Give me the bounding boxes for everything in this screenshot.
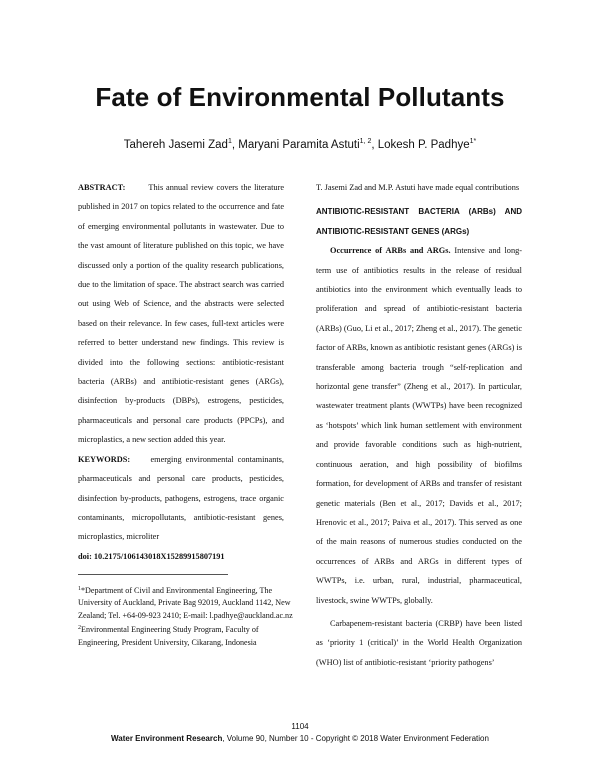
right-column (316, 178, 522, 672)
author-affiliation-mark: 1* (469, 138, 477, 145)
keywords-text: emerging environmental contaminants, pharmaceuticals and personal care products, pesticides, disinfection by-products, pathogens, estrogens, trace organic contaminants, micropollutants, antibiotic-resistant genes, microplastics, microliter (78, 454, 284, 542)
paper-title: Fate of Environmental Pollutants (95, 82, 505, 112)
affiliations (78, 574, 298, 649)
body-paragraph (316, 241, 522, 610)
author-name: Lokesh P. Padhye (377, 139, 470, 151)
author-name: Maryani Paramita Astuti (238, 139, 360, 151)
affiliation-text: *Department of Civil and Environmental Engineering, The University of Auckland, Private Bag 92019, Auckland 1142, New Zealand; Tel. +64-09-923 2410; E-mail: l.padhye@auckland.ac.nz (78, 586, 293, 620)
author-separator: , (371, 139, 378, 151)
affiliation-mark: 2 (78, 625, 81, 632)
doi: doi: 10.2175/106143018X15289915807191 (78, 551, 225, 561)
paragraph-text: Intensive and long-term use of antibiotics results in the release of residual antibiotics into the environment which eventually leads to proliferation and spread of antibiotic-resistant bacteria (ARBs) (Guo, Li et al., 2017; Zheng et al., 2017). The genetic factor of ARBs, known as antibiotic resistant genes (ARGs) is transferable among bacteria trough “self-replication and horizontal gene transfer” (Zheng et al., 2017). In particular, wastewater treatment plants (WWTPs) have been recognized as ‘hotspots’ which link human settlement with environment and provide favorable conditions such as high-nutrient, continuous aeration, and high possibility of biofilms formation, for development of ARBs and transfer of resistant genetic materials (Ben et al., 2017; Davids et al., 2017; Hrenovic et al., 2017; Paiva et al., 2017). This served as one of the main reasons of numerous studies conducted on the occurrences of ARBs and ARGs in different types of WWTPs, i.e. urban, rural, industrial, pharmaceutical, livestock, swine WWTPs, globally. (316, 246, 523, 605)
paragraph-lead: Occurrence of ARBs and ARGs. (330, 246, 451, 256)
affiliation-mark: 1 (78, 586, 81, 592)
author-separator: , (231, 139, 239, 151)
body-paragraph: Carbapenem-resistant bacteria (CRBP) have been listed as ‘priority 1 (critical)’ in the World Health Organization (WHO) list of antibiotic-resistant ‘priority pathogens’ (316, 618, 522, 667)
left-column (78, 178, 284, 566)
affiliation-2 (78, 622, 298, 649)
affiliation-text: Environmental Engineering Study Program, Faculty of Engineering, President University, Cikarang, Indonesia (78, 625, 259, 647)
section-heading: ANTIBIOTIC-RESISTANT BACTERIA (ARBs) AND ANTIBIOTIC-RESISTANT GENES (ARGs) (316, 207, 522, 236)
keywords-paragraph: KEYWORDS: emerging environmental contaminants, pharmaceuticals and personal care products, pesticides, disinfection by-products, pathogens, estrogens, trace organic contaminants, micropollutants, antibiotic-resistant genes, microplastics, microliter (78, 454, 284, 542)
abstract-paragraph (78, 178, 284, 450)
author-affiliation-mark: 1, 2 (359, 138, 372, 145)
author-name: Tahereh Jasemi Zad (123, 139, 228, 151)
page-number: 1104 (291, 722, 309, 731)
keywords-label: KEYWORDS (78, 454, 128, 464)
journal-footer (0, 734, 600, 743)
equal-contribution-note: T. Jasemi Zad and M.P. Astuti have made equal contributions (316, 183, 520, 192)
copyright-text: , Volume 90, Number 10 - Copyright © 2018 Water Environment Federation (222, 734, 489, 743)
affiliation-1 (78, 583, 298, 622)
abstract-label: ABSTRACT: (78, 183, 126, 192)
journal-name: Water Environment Research (111, 734, 223, 743)
author-affiliation-mark: 1 (227, 138, 232, 145)
author-list (0, 138, 600, 151)
footnote-divider (78, 574, 228, 575)
abstract-text: This annual review covers the literature published in 2017 on topics related to the occurrence and fate of emerging environmental pollutants in wastewater. Due to the vast amount of literature published on this topic, we have discussed only a portion of the quality research publications, due to the limitation of space. The abstract search was carried out using Web of Science, and the abstracts were selected based on their relevance. In few cases, full-text articles were referred to better understand new findings. This review is divided into the following sections: antibiotic-resistant bacteria (ARBs) and antibiotic-resistant genes (ARGs), disinfection by-products (DBPs), estrogens, pesticides, pharmaceuticals and personal care products (PPCPs), and microplastics, a new section added this year. (78, 183, 285, 445)
